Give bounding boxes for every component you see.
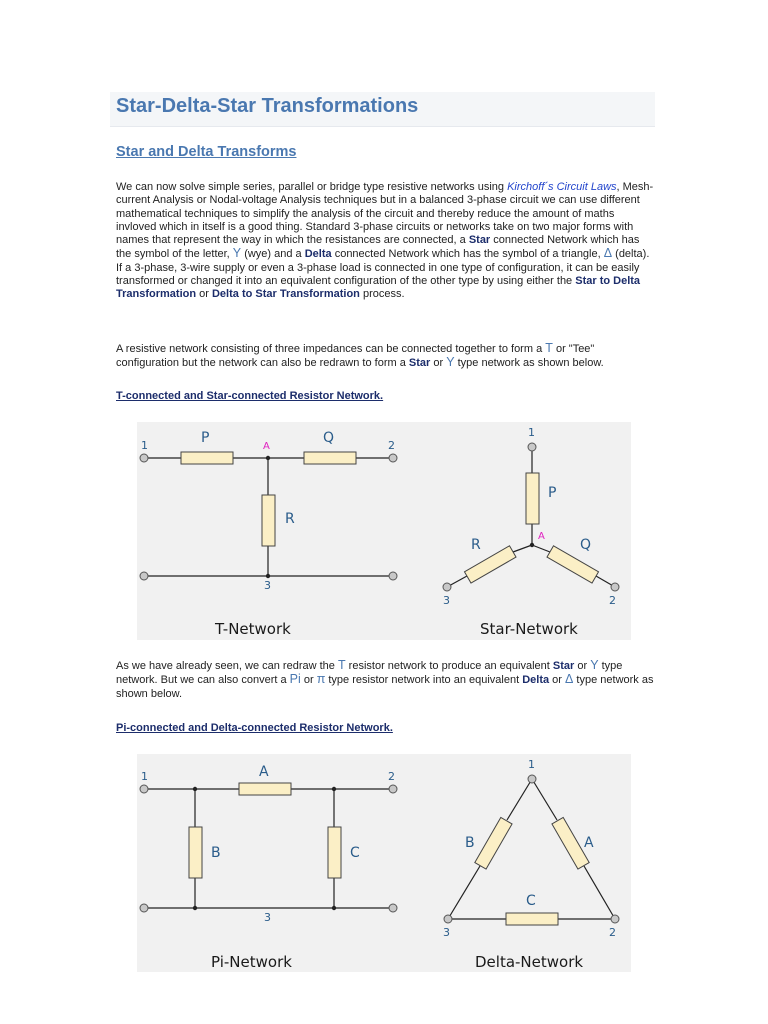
delta-network — [443, 758, 619, 971]
t-res-q-label: Q — [323, 430, 335, 446]
text-run: resistor network to produce an equivalent — [345, 660, 553, 672]
figure-pi-delta-networks — [137, 754, 631, 972]
delta-terminal-2 — [611, 915, 619, 923]
text-run: or "Tee" configuration but the network can also be redrawn to form a — [116, 343, 595, 370]
pi-resistor-b — [189, 827, 202, 878]
pi-word: Pi — [289, 672, 301, 687]
pi-term-3-label: 3 — [264, 911, 271, 924]
bold-term: Delta to Star Transformation — [211, 288, 360, 301]
resistor-p — [181, 452, 233, 464]
star-resistor-p — [526, 473, 539, 524]
figure1-caption: T-connected and Star-connected Resistor Network. — [116, 390, 384, 402]
bold-term: Star — [468, 234, 491, 247]
delta-term-2-label: 2 — [609, 926, 616, 939]
delta-symbol: Δ — [565, 672, 574, 687]
text-run: A resistive network consisting of three impedances can be connected together to form a — [116, 343, 546, 355]
bold-term: Delta — [304, 248, 332, 261]
delta-terminal-1 — [528, 775, 536, 783]
figure2-caption: Pi-connected and Delta-connected Resistor Network. — [116, 722, 393, 734]
star-res-r-label: R — [471, 537, 481, 553]
pi-res-a-label: A — [259, 764, 269, 780]
text-run: connected Network which has the symbol of the letter, — [116, 234, 640, 261]
tee-symbol: T — [545, 341, 553, 355]
text-run: or — [196, 288, 212, 301]
t-res-r-label: R — [285, 511, 295, 527]
text-run: process. — [359, 288, 405, 301]
text-run: type network as shown below. — [454, 357, 604, 370]
pi-delta-diagram — [137, 754, 631, 972]
pi-resistor-a — [239, 783, 291, 795]
text-run: or — [430, 357, 447, 370]
pi-term-2-label: 2 — [388, 770, 395, 783]
terminal-3-right — [389, 572, 397, 580]
star-node-a-label: A — [538, 531, 545, 542]
star-term-2-label: 2 — [609, 594, 616, 607]
text-run: (delta). If a 3-phase, 3-wire supply or even a 3-phase load is connected in one type of configuration, it can be easily transformed or changed it into an equivalent configuration of the other type by using either the — [116, 248, 650, 288]
star-terminal-1 — [528, 443, 536, 451]
terminal-2 — [389, 454, 397, 462]
tee-paragraph — [116, 342, 656, 371]
t-term-3-label: 3 — [264, 579, 271, 592]
star-term-1-label: 1 — [528, 426, 535, 439]
pi-network — [140, 764, 397, 971]
pi-res-c-label: C — [350, 845, 360, 861]
pi-network-label: Pi-Network — [211, 953, 292, 971]
wye-symbol: Y — [446, 355, 455, 370]
delta-symbol: Δ — [603, 246, 613, 261]
star-terminal-3 — [443, 583, 451, 591]
page-title: Star-Delta-Star Transformations — [116, 95, 419, 117]
text-run: or — [549, 674, 566, 687]
star-terminal-2 — [611, 583, 619, 591]
resistor-r — [262, 495, 275, 546]
delta-term-3-label: 3 — [443, 926, 450, 939]
text-run: connected Network which has the symbol of a triangle, — [331, 248, 604, 261]
section-title: Star and Delta Transforms — [116, 144, 297, 160]
delta-resistor-c — [506, 913, 558, 925]
text-run: type resistor network into an equivalent — [325, 674, 523, 687]
delta-res-b-label: B — [465, 835, 475, 851]
t-network-label: T-Network — [215, 620, 291, 638]
pi-terminal-3-right — [389, 904, 397, 912]
star-network-label: Star-Network — [480, 620, 578, 638]
star-res-p-label: P — [548, 485, 557, 501]
bold-term: Star — [408, 357, 431, 370]
delta-network-label: Delta-Network — [475, 953, 584, 971]
kirchoff-laws-link[interactable]: Kirchoff´s Circuit Laws — [507, 181, 617, 193]
bold-term: Star to Delta Transformation — [116, 275, 641, 301]
t-res-p-label: P — [201, 430, 210, 446]
t-network — [140, 430, 397, 638]
resistor-q — [304, 452, 356, 464]
text-run: (wye) and a — [241, 248, 305, 261]
wye-symbol: Y — [232, 246, 242, 261]
star-res-q-label: Q — [580, 537, 592, 553]
wye-symbol: Y — [590, 658, 599, 672]
delta-res-a-label: A — [584, 835, 594, 851]
bold-term: Star — [552, 660, 575, 672]
text-run: type network. But we can also convert a — [116, 660, 623, 687]
pi-paragraph — [116, 659, 656, 701]
tee-symbol: T — [337, 658, 346, 672]
text-run: We can now solve simple series, parallel or bridge type resistive networks using — [116, 181, 508, 193]
star-network — [443, 426, 619, 638]
bold-term: Delta — [522, 674, 550, 687]
intro-paragraph — [116, 181, 656, 302]
text-run: , Mesh-current Analysis or Nodal-voltage Analysis techniques but in a balanced 3-phase circuit we can use different mathematical techniques to simplify the analysis of the circuit and thereby reduce the amount of maths invloved which in itself is a good thing. Standard 3-phase circuits or networks take on two major forms with names that represent the way in which the resistances are connected, a — [116, 181, 654, 247]
delta-resistor-b — [475, 817, 512, 869]
pi-terminal-2 — [389, 785, 397, 793]
pi-symbol: π — [316, 672, 326, 687]
text-run: type network as shown below. — [116, 674, 654, 700]
text-run: As we have already seen, we can redraw the — [116, 660, 338, 672]
title-bar — [110, 92, 655, 127]
text-run: or — [300, 674, 317, 687]
delta-term-1-label: 1 — [528, 758, 535, 771]
pi-res-b-label: B — [211, 845, 221, 861]
terminal-1 — [140, 454, 148, 462]
t-star-diagram — [137, 422, 631, 640]
pi-terminal-3-left — [140, 904, 148, 912]
star-term-3-label: 3 — [443, 594, 450, 607]
t-term-1-label: 1 — [141, 439, 148, 452]
t-term-2-label: 2 — [388, 439, 395, 452]
delta-res-c-label: C — [526, 893, 536, 909]
terminal-3-left — [140, 572, 148, 580]
pi-terminal-1 — [140, 785, 148, 793]
pi-term-1-label: 1 — [141, 770, 148, 783]
t-node-a-label: A — [263, 441, 270, 452]
delta-terminal-3 — [444, 915, 452, 923]
pi-resistor-c — [328, 827, 341, 878]
text-run: or — [574, 660, 591, 672]
figure-t-star-networks — [137, 422, 631, 640]
